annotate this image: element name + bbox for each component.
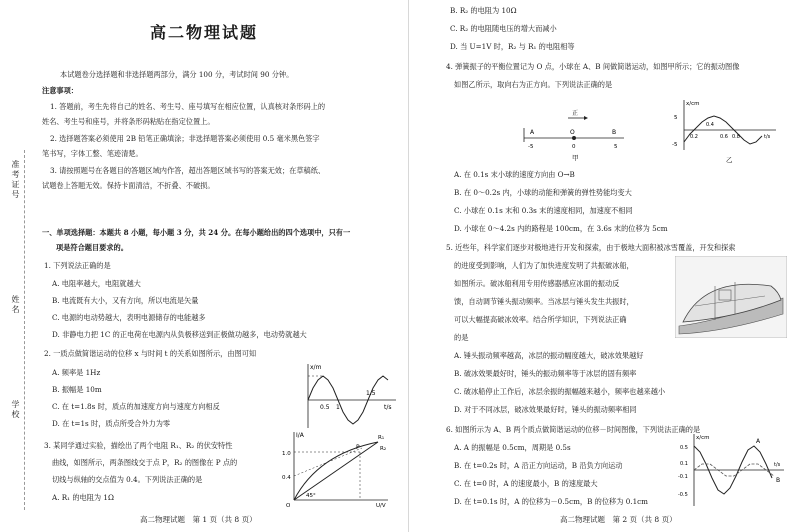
q5-stem-line: 馈，自动调节锤头振动频率。当冰层与锤头发生共振时， xyxy=(454,297,634,306)
q6-option-b: B. 在 t=0.2s 时，A 沿正方向运动，B 沿负方向运动 xyxy=(454,461,623,470)
page-footer: 高二物理试题 第 2 页（共 8 页） xyxy=(560,515,677,524)
q4-graph-tick: 0.4 xyxy=(706,122,714,128)
q6-option-d: D. 在 t=0.1s 时，A 的位移为－0.5cm，B 的位移为 0.1cm xyxy=(454,497,648,506)
q1-option-c: C. 电源的电动势越大，表明电源储存的电能越多 xyxy=(52,313,206,322)
q6-stem: 6. 如图所示为 A、B 两个质点做简谐运动的位移－时间图像，下列说法正确的是 xyxy=(446,425,701,434)
q3-option-d: D. 当 U=1V 时，R₂ 与 R₁ 的电阻相等 xyxy=(450,42,575,51)
side-label-exam-no: 准考证号 xyxy=(11,160,20,200)
q1-option-b: B. 电流既有大小，又有方向，所以电流是矢量 xyxy=(52,296,199,305)
icebreaker-ship-image xyxy=(675,256,787,338)
q3-graph-angle: 45° xyxy=(306,493,316,499)
q2-graph-tlabel: t/s xyxy=(384,404,392,411)
section-heading: 一、单项选择题：本题共 8 小题，每小题 3 分，共 24 分。在每小题给出的四个选项中，只有一 xyxy=(42,228,351,237)
q2-graph-tick: 0.5 xyxy=(320,404,330,411)
q4-graph-y5: 5 xyxy=(674,115,678,121)
q4-label-o: O xyxy=(570,129,575,136)
q6-graph-tick: 0.1 xyxy=(680,461,688,467)
q3-graph-r2: R₂ xyxy=(380,446,387,452)
q3-iu-graph xyxy=(282,428,394,508)
q3-stem-line: 曲线，如图所示，两条图线交于点 P，R₂ 的图像在 P 点的 xyxy=(52,458,238,467)
notes-heading: 注意事项： xyxy=(42,86,78,95)
q4-graph-tick: 0.2 xyxy=(690,134,698,140)
q6-graph-tick: -0.1 xyxy=(678,474,688,480)
q2-option-d: D. 在 t=1s 时，质点所受合外力为零 xyxy=(52,419,171,428)
q3-option-c: C. R₂ 的电阻随电压的增大而减小 xyxy=(450,24,557,33)
q2-graph-ylabel: x/m xyxy=(310,364,322,371)
note-line: 3. 请按照题号在各题目的答题区域内作答，超出答题区域书写的答案无效；在草稿纸、 xyxy=(50,166,326,175)
q4-graph-tick: 0.8 xyxy=(732,134,740,140)
q5-option-d: D. 对于不同冰层，破冰效果最好时，锤头的振动频率相同 xyxy=(454,405,637,414)
q6-graph-tlabel: t/s xyxy=(774,462,781,468)
side-label-name: 姓名 xyxy=(11,295,20,315)
q4-caption-a: 甲 xyxy=(572,154,579,162)
q4-graph-tick: 0.6 xyxy=(720,134,728,140)
q3-graph-point: P xyxy=(356,444,360,451)
q5-stem-line: 如图所示。破冰船利用专用传感器感应冰面的振动反 xyxy=(454,279,620,288)
exam-intro: 本试题卷分选择题和非选择题两部分，满分 100 分，考试时间 90 分钟。 xyxy=(60,70,294,79)
q1-stem: 1. 下列说法正确的是 xyxy=(44,261,111,270)
q4-vibration-graph xyxy=(670,96,780,166)
section-heading: 项是符合题目要求的。 xyxy=(56,243,128,252)
q5-option-b: B. 破冰效果最好时，锤头的振动频率等于冰层的固有频率 xyxy=(454,369,637,378)
q3-option-b: B. R₂ 的电阻为 10Ω xyxy=(450,6,517,15)
q3-graph-xlabel: U/V xyxy=(376,503,386,508)
q4-scale-pos: 5 xyxy=(614,144,618,150)
q6-option-c: C. 在 t=0 时，A 的速度最小，B 的速度最大 xyxy=(454,479,598,488)
q2-option-a: A. 频率是 1Hz xyxy=(52,368,101,377)
q5-option-c: C. 破冰船停止工作后，冰层余振的振幅越来越小，频率也越来越小 xyxy=(454,387,666,396)
q4-option-d: D. 小球在 0～4.2s 内的路程是 100cm，在 3.6s 末的位移为 5cm xyxy=(454,224,668,233)
q2-displacement-graph xyxy=(290,360,400,432)
q5-option-a: A. 锤头振动频率越高，冰层的振动幅度越大，破冰效果越好 xyxy=(454,351,644,360)
q2-graph-tick: 1.5 xyxy=(366,390,376,397)
exam-page-2 xyxy=(400,0,794,532)
q2-option-c: C. 在 t=1.8s 时，质点的加速度方向与速度方向相反 xyxy=(52,402,220,411)
page-footer: 高二物理试题 第 1 页（共 8 页） xyxy=(140,515,257,524)
q2-option-b: B. 振幅是 10m xyxy=(52,385,102,394)
q1-option-a: A. 电阻率越大，电阻就越大 xyxy=(52,279,141,288)
q5-stem-line: 可以大幅提高破冰效率。结合所学知识，下列说法正确 xyxy=(454,315,627,324)
q4-stem-line: 4. 弹簧振子的平衡位置记为 O 点，小球在 A、B 间做简谐运动，如图甲所示；它的振动图像 xyxy=(446,62,740,71)
q4-scale-neg: -5 xyxy=(528,144,534,150)
q3-graph-y2: 0.4 xyxy=(282,475,291,481)
q3-stem-line: 3. 某同学通过实验，描绘出了两个电阻 R₁、R₂ 的伏安特性 xyxy=(44,441,233,450)
q4-graph-yn5: -5 xyxy=(672,142,678,148)
q3-stem-line: 切线与纵轴的交点值为 0.4。下列说法正确的是 xyxy=(52,475,203,484)
q4-option-c: C. 小球在 0.1s 末和 0.3s 末的速度相同，加速度不相同 xyxy=(454,206,633,215)
q2-stem: 2. 一质点做简谐运动的位移 x 与时间 t 的关系如图所示，由图可知 xyxy=(44,349,257,358)
q4-scale-zero: 0 xyxy=(572,144,576,150)
note-line: 笔书写，字体工整、笔迹清楚。 xyxy=(42,149,143,158)
note-line: 1. 答题前，考生先将自己的姓名、考生号、座号填写在相应位置，认真核对条形码上的 xyxy=(50,102,326,111)
q6-option-a: A. A 的振幅是 0.5cm，周期是 0.5s xyxy=(454,443,571,452)
q6-graph-ylabel: x/cm xyxy=(696,435,710,441)
q6-graph-tick: -0.5 xyxy=(678,492,688,498)
q4-graph-ylabel: x/cm xyxy=(686,101,700,107)
q3-graph-y1: 1.0 xyxy=(282,451,291,457)
note-line: 2. 选择题答案必须使用 2B 铅笔正确填涂；非选择题答案必须使用 0.5 毫米黑色签字 xyxy=(50,134,320,143)
q3-option-a: A. R₁ 的电阻为 1Ω xyxy=(52,493,114,502)
binding-line xyxy=(24,150,25,510)
q6-displacement-graph xyxy=(678,430,788,510)
q3-graph-ylabel: I/A xyxy=(296,432,304,439)
q6-graph-label-b: B xyxy=(776,477,781,484)
q4-label-a: A xyxy=(530,129,535,136)
q4-figure-spring xyxy=(520,108,630,163)
q5-stem-line: 的是 xyxy=(454,333,469,342)
q4-label-b: B xyxy=(612,129,617,136)
q4-caption-b: 乙 xyxy=(726,156,733,164)
side-label-school: 学校 xyxy=(11,400,20,420)
q3-graph-origin: O xyxy=(286,503,291,508)
note-line: 姓名、考生号和座号，并将条形码粘贴在指定位置上。 xyxy=(42,117,215,126)
exam-title: 高二物理试题 xyxy=(150,23,259,42)
q1-option-d: D. 非静电力把 1C 的正电荷在电源内从负极移送到正极做功越多，电动势就越大 xyxy=(52,330,307,339)
note-line: 试题卷上答题无效。保持卡面清洁，不折叠、不破损。 xyxy=(42,181,215,190)
q4-option-a: A. 在 0.1s 末小球的速度方向由 O→B xyxy=(454,170,575,179)
q4-positive-direction: 正 xyxy=(572,110,579,117)
q5-stem-line: 5. 近些年，科学家们逐步对极地进行开发和探索，由于极地大面积被冰雪覆盖，开发和探索 xyxy=(446,243,736,252)
q2-graph-tick: 1 xyxy=(336,404,340,411)
q4-option-b: B. 在 0～0.2s 内，小球的动能和弹簧的弹性势能均变大 xyxy=(454,188,632,197)
q5-stem-line: 的进度受到影响，人们为了加快进度发明了共振破冰船， xyxy=(454,261,634,270)
q6-graph-tick: 0.5 xyxy=(680,445,688,451)
q3-graph-r1: R₁ xyxy=(378,435,385,441)
q4-graph-tlabel: t/s xyxy=(764,134,771,140)
q4-stem-line: 如图乙所示，取向右为正方向。下列说法正确的是 xyxy=(454,80,613,89)
q6-graph-label-a: A xyxy=(756,438,761,445)
